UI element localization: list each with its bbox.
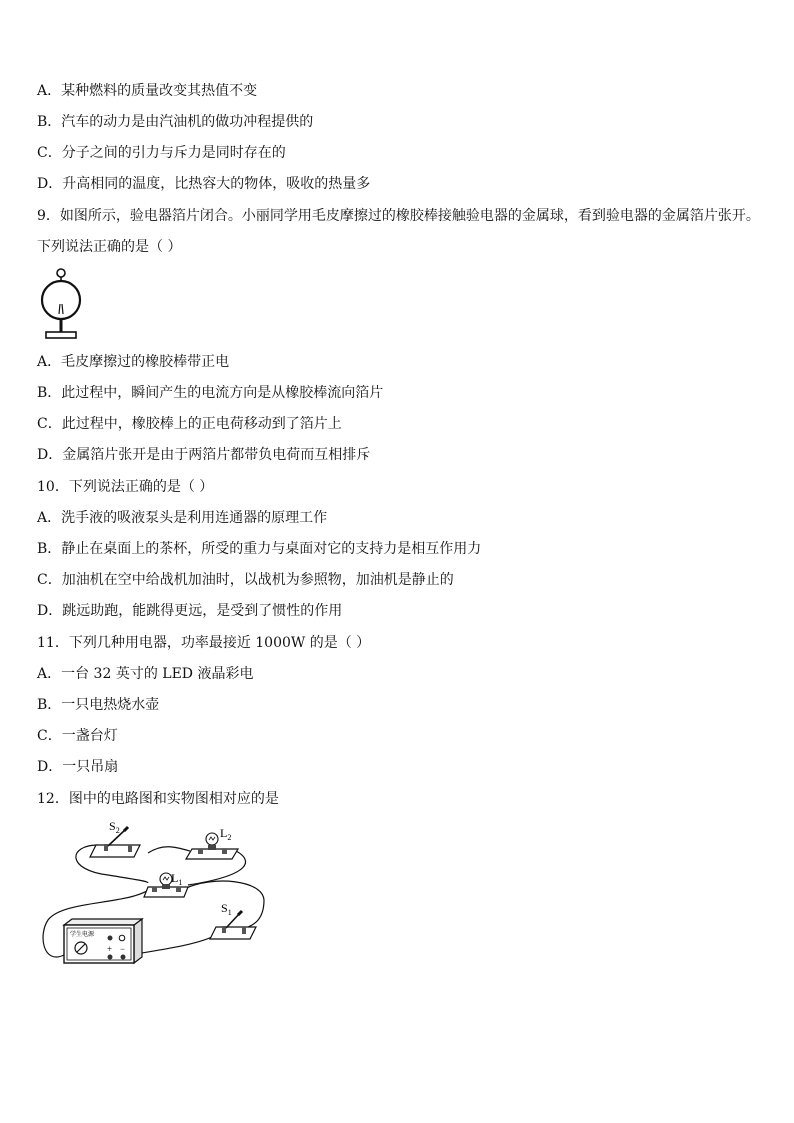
q10-stem: 10．下列说法正确的是（ ）: [37, 479, 214, 495]
student-power-supply: [64, 919, 142, 963]
q12-stem: 12．图中的电路图和实物图相对应的是: [37, 791, 279, 807]
q10-option-a: A．洗手液的吸液泵头是利用连通器的原理工作: [37, 510, 328, 526]
q10-option-c: C．加油机在空中给战机加油时，以战机为参照物，加油机是静止的: [37, 572, 454, 588]
q8-option-d: D．升高相同的温度，比热容大的物体，吸收的热量多: [37, 176, 371, 192]
terminal-plus-icon: [108, 955, 113, 960]
q9-option-b: B．此过程中，瞬间产生的电流方向是从橡胶棒流向箔片: [37, 385, 384, 401]
terminal-plus-label: +: [107, 944, 113, 954]
q11-option-a: A．一台 32 英寸的 LED 液晶彩电: [37, 666, 254, 682]
q9-stem-line2: 下列说法正确的是（ ）: [37, 239, 182, 255]
q11-option-b: B．一只电热烧水壶: [37, 697, 160, 713]
q8-option-a: A．某种燃料的质量改变其热值不变: [37, 83, 258, 99]
q9-stem-line1: 9．如图所示，验电器箔片闭合。小丽同学用毛皮摩擦过的橡胶棒接触验电器的金属球，看到验电器的金属箔片张开。: [37, 208, 760, 224]
label-s2: $S_2$: [109, 819, 120, 835]
q8-option-c: C．分子之间的引力与斥力是同时存在的: [37, 145, 286, 161]
label-s1: $S_1$: [221, 901, 232, 917]
electroscope-figure: [38, 266, 88, 346]
circuit-physical-figure: [38, 815, 270, 977]
terminal-minus-icon: [121, 955, 126, 960]
q10-option-d: D．跳远助跑，能跳得更远，是受到了惯性的作用: [37, 603, 343, 619]
q8-option-b: B．汽车的动力是由汽油机的做功冲程提供的: [37, 114, 314, 130]
q11-option-d: D．一只吊扇: [37, 759, 119, 775]
label-l1: $L_1$: [171, 871, 183, 887]
q11-option-c: C．一盏台灯: [37, 728, 118, 744]
q11-stem: 11．下列几种用电器，功率最接近 1000W 的是（ ）: [37, 635, 371, 651]
q9-option-a: A．毛皮摩擦过的橡胶棒带正电: [37, 354, 230, 370]
electroscope-base: [46, 332, 76, 338]
power-switch-icon: [119, 935, 125, 941]
q10-option-b: B．静止在桌面上的茶杯，所受的重力与桌面对它的支持力是相互作用力: [37, 541, 482, 557]
indicator-light-icon: [108, 936, 113, 941]
power-supply-label: 学生电源: [70, 932, 95, 938]
switch-s1: [210, 911, 256, 939]
terminal-minus-label: −: [120, 944, 126, 954]
electroscope-jar: [42, 281, 80, 319]
label-l2: $L_2$: [220, 826, 232, 842]
electroscope-metal-ball: [57, 269, 65, 277]
q9-option-c: C．此过程中，橡胶棒上的正电荷移动到了箔片上: [37, 416, 342, 432]
q9-option-d: D．金属箔片张开是由于两箔片都带负电荷而互相排斥: [37, 447, 371, 463]
